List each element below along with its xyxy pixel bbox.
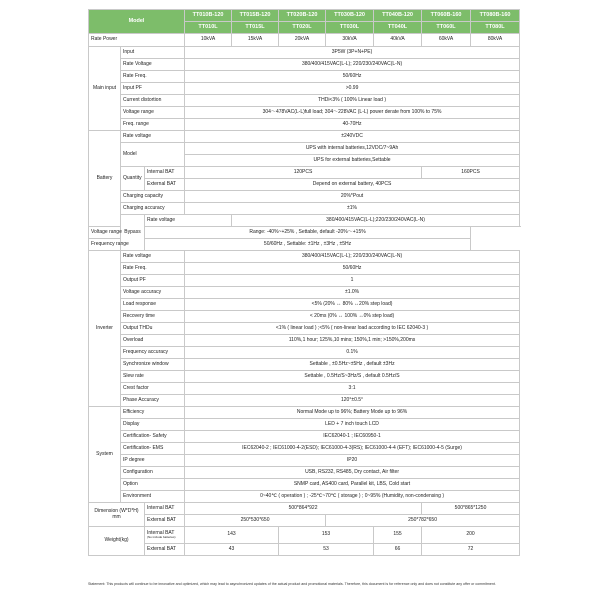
spec-sublabel bbox=[145, 527, 185, 544]
spec-value: Range: -40%~+25% , Settable, default -20%～+15% bbox=[145, 227, 471, 239]
spec-label: Model bbox=[121, 143, 185, 167]
group-battery: Battery bbox=[89, 131, 121, 227]
spec-value: 66 bbox=[374, 544, 422, 556]
spec-sublabel: Internal BAT bbox=[145, 503, 185, 515]
spec-row bbox=[89, 419, 520, 431]
model-name: TT030L bbox=[326, 22, 374, 34]
model-name: TT030B-120 bbox=[326, 10, 374, 22]
spec-row bbox=[89, 544, 520, 556]
header-row-top bbox=[89, 10, 520, 22]
spec-row bbox=[89, 143, 520, 155]
spec-row bbox=[89, 203, 520, 215]
spec-label: Rate voltage bbox=[121, 251, 185, 263]
spec-row bbox=[89, 287, 520, 299]
spec-value: 380/400/415VAC(L-L); 220/230/240VAC(L-N) bbox=[185, 251, 520, 263]
spec-row bbox=[89, 83, 520, 95]
spec-label: Certification- Safety bbox=[121, 431, 185, 443]
rate-power-row bbox=[89, 34, 520, 47]
model-name: TT040B-120 bbox=[374, 10, 422, 22]
spec-label: Option bbox=[121, 479, 185, 491]
spec-label: Rate Freq. bbox=[121, 263, 185, 275]
rate-power-value: 60kVA bbox=[422, 34, 471, 47]
spec-label: Phase Accuracy bbox=[121, 395, 185, 407]
group-main-input: Main input bbox=[89, 47, 121, 131]
spec-label: Output PF bbox=[121, 275, 185, 287]
spec-row bbox=[89, 311, 520, 323]
spec-label: Voltage accuracy bbox=[121, 287, 185, 299]
spec-sublabel: Internal BAT bbox=[145, 167, 185, 179]
spec-value: UPS for external batteries,Settable bbox=[185, 155, 520, 167]
spec-label: Voltage range bbox=[121, 107, 185, 119]
spec-sublabel: External BAT bbox=[145, 515, 185, 527]
spec-row bbox=[89, 191, 520, 203]
footer-statement: Statement: This products will continue to be innovative and optimized, which may lead to asynchronized updates of the actual product and promotional materials. Therefore, this document is for reference only and does not constitute any offer or commitment. bbox=[88, 582, 496, 586]
model-name: TT080L bbox=[471, 22, 520, 34]
spec-value: 500*865*1250 bbox=[422, 503, 520, 515]
spec-value: Settable , ±0.5Hz~±5Hz , default ±3Hz bbox=[185, 359, 520, 371]
spec-row bbox=[89, 323, 520, 335]
spec-label: Slew rate bbox=[121, 371, 185, 383]
spec-value: 43 bbox=[185, 544, 279, 556]
spec-label: Overload bbox=[121, 335, 185, 347]
spec-value: 50/60Hz , Settable: ±1Hz , ±3Hz , ±5Hz bbox=[145, 239, 471, 251]
spec-value: 40-70Hz bbox=[185, 119, 520, 131]
spec-row bbox=[89, 167, 520, 179]
spec-value: 250*530*650 bbox=[185, 515, 326, 527]
spec-row bbox=[89, 455, 520, 467]
spec-row bbox=[89, 71, 520, 83]
spec-value: <1% ( linear load ) ;<5% ( non-linear load according to IEC 62040-3 ) bbox=[185, 323, 520, 335]
spec-row bbox=[89, 59, 520, 71]
spec-sublabel: External BAT bbox=[145, 179, 185, 191]
spec-value: SNMP card, AS400 card, Parallel kit, LBS, Cold start bbox=[185, 479, 520, 491]
internal-bat-note: (No include batteries) bbox=[147, 535, 176, 539]
spec-label: Charging accuracy bbox=[121, 203, 185, 215]
spec-value: 120°±0.5° bbox=[185, 395, 520, 407]
spec-value: 3P5W (3P+N+PE) bbox=[185, 47, 520, 59]
group-bypass: Bypass bbox=[121, 215, 145, 251]
spec-value: 200 bbox=[422, 527, 520, 544]
spec-row bbox=[89, 299, 520, 311]
spec-label: Configuration bbox=[121, 467, 185, 479]
spec-value: UPS with internal batteries,12VDC/7~9Ah bbox=[185, 143, 520, 155]
spec-row bbox=[89, 95, 520, 107]
model-name: TT010B-120 bbox=[185, 10, 232, 22]
spec-label: Freq. range bbox=[121, 119, 185, 131]
spec-value: IEC62040-1 ; IEC60950-1 bbox=[185, 431, 520, 443]
spec-row bbox=[89, 251, 520, 263]
spec-label: Charging capacity bbox=[121, 191, 185, 203]
spec-value: IEC62040-2 ; IEC61000-4-2(ESD); IEC61000-4-3(RS); IEC61000-4-4 (EFT); IEC61000-4-5 (Surge) bbox=[185, 443, 520, 455]
spec-value: 500*864*922 bbox=[185, 503, 422, 515]
spec-value: ±240VDC bbox=[185, 131, 520, 143]
spec-row bbox=[89, 107, 520, 119]
model-name: TT020B-120 bbox=[279, 10, 326, 22]
spec-label: Frequency range bbox=[89, 239, 145, 251]
model-name: TT080B-160 bbox=[471, 10, 520, 22]
spec-value: 110%,1 hour; 125%,10 mins; 150%,1 min; >150%,200ms bbox=[185, 335, 520, 347]
spec-label: Rate voltage bbox=[121, 131, 185, 143]
spec-value: USB, RS232, RS485, Dry contact, Air filter bbox=[185, 467, 520, 479]
spec-label: Load response bbox=[121, 299, 185, 311]
spec-row bbox=[89, 431, 520, 443]
spec-row bbox=[89, 227, 520, 239]
model-name: TT010L bbox=[185, 22, 232, 34]
spec-row bbox=[89, 347, 520, 359]
spec-value: 50/60Hz bbox=[185, 263, 520, 275]
rate-power-value: 30kVA bbox=[326, 34, 374, 47]
spec-label: Crest factor bbox=[121, 383, 185, 395]
spec-value: 50/60Hz bbox=[185, 71, 520, 83]
spec-label: Synchronize window bbox=[121, 359, 185, 371]
spec-row bbox=[89, 479, 520, 491]
spec-table-container bbox=[88, 9, 519, 556]
spec-label: IP degree bbox=[121, 455, 185, 467]
spec-value: >0.99 bbox=[185, 83, 520, 95]
spec-row bbox=[89, 215, 520, 227]
spec-row bbox=[89, 383, 520, 395]
rate-power-value: 15kVA bbox=[232, 34, 279, 47]
spec-row bbox=[89, 263, 520, 275]
spec-label: Recovery time bbox=[121, 311, 185, 323]
spec-value: 250*782*650 bbox=[326, 515, 520, 527]
rate-power-value: 10kVA bbox=[185, 34, 232, 47]
spec-value: 155 bbox=[374, 527, 422, 544]
spec-value: IP20 bbox=[185, 455, 520, 467]
spec-value: 120PCS bbox=[185, 167, 422, 179]
spec-value: 380/400/415VAC(L-L);220/230/240VAC(L-N) bbox=[232, 215, 520, 227]
group-system: System bbox=[89, 407, 121, 503]
spec-value: Normal Mode up to 96%; Battery Mode up to 96% bbox=[185, 407, 520, 419]
rate-power-value: 20kVA bbox=[279, 34, 326, 47]
spec-label: Voltage range bbox=[89, 227, 145, 239]
rate-power-label: Rate Power bbox=[89, 34, 185, 47]
group-inverter: Inverter bbox=[89, 251, 121, 407]
model-name: TT060B-160 bbox=[422, 10, 471, 22]
spec-row bbox=[89, 359, 520, 371]
spec-row bbox=[89, 275, 520, 287]
spec-value: < 20ms (0% ↔ 100% ↔0% step load) bbox=[185, 311, 520, 323]
spec-label: Certification- EMS bbox=[121, 443, 185, 455]
spec-value: ±1% bbox=[185, 203, 520, 215]
spec-value: 153 bbox=[279, 527, 374, 544]
spec-row bbox=[89, 407, 520, 419]
spec-value: 0.1% bbox=[185, 347, 520, 359]
spec-row bbox=[89, 527, 520, 544]
rate-power-value: 40kVA bbox=[374, 34, 422, 47]
spec-value: 380/400/415VAC(L-L); 220/230/240VAC(L-N) bbox=[185, 59, 520, 71]
spec-value: 304～478VAC(L-L)full load; 304～228VAC (L-L) power derate from 100% to 75% bbox=[185, 107, 520, 119]
spec-value: 20%*Pout bbox=[185, 191, 520, 203]
spec-label: Rate Freq. bbox=[121, 71, 185, 83]
spec-value: ±1.0% bbox=[185, 287, 520, 299]
spec-sublabel: External BAT bbox=[145, 544, 185, 556]
group-dimension: Dimension (W*D*H) mm bbox=[89, 503, 145, 527]
spec-row bbox=[89, 131, 520, 143]
spec-label: Quantity bbox=[121, 167, 145, 191]
spec-label: Output THDu bbox=[121, 323, 185, 335]
spec-label: Rate voltage bbox=[145, 215, 232, 227]
spec-value: 0~40℃ ( operation ) ; -25℃~70℃ ( storage ) ; 0~95% (Humidity, non-condensing ) bbox=[185, 491, 520, 503]
rate-power-value: 80kVA bbox=[471, 34, 520, 47]
spec-row bbox=[89, 47, 520, 59]
spec-value: 160PCS bbox=[422, 167, 520, 179]
model-name: TT060L bbox=[422, 22, 471, 34]
spec-value: THDi<3% ( 100% Linear load ) bbox=[185, 95, 520, 107]
group-weight: Weight(kg) bbox=[89, 527, 145, 556]
spec-label: Frequency accuracy bbox=[121, 347, 185, 359]
spec-value: 72 bbox=[422, 544, 520, 556]
spec-value: <5% (20% ↔ 80% ↔20% step load) bbox=[185, 299, 520, 311]
spec-value: 3:1 bbox=[185, 383, 520, 395]
spec-label: Input PF bbox=[121, 83, 185, 95]
internal-bat-label: Internal BAT bbox=[147, 529, 175, 536]
spec-table bbox=[88, 9, 520, 556]
spec-row bbox=[89, 491, 520, 503]
spec-value: LED + 7 inch touch LCD bbox=[185, 419, 520, 431]
spec-row bbox=[89, 239, 520, 251]
spec-row bbox=[89, 395, 520, 407]
model-name: TT015L bbox=[232, 22, 279, 34]
spec-label: Input bbox=[121, 47, 185, 59]
spec-label: Environment bbox=[121, 491, 185, 503]
spec-row bbox=[89, 467, 520, 479]
spec-row bbox=[89, 443, 520, 455]
spec-label: Rate Voltage bbox=[121, 59, 185, 71]
model-name: TT040L bbox=[374, 22, 422, 34]
spec-row bbox=[89, 503, 520, 515]
spec-row bbox=[89, 335, 520, 347]
spec-value: Settable , 0.5Hz/S~3Hz/S , default 0.5Hz/S bbox=[185, 371, 520, 383]
spec-label: Display bbox=[121, 419, 185, 431]
model-header: Model bbox=[89, 10, 185, 34]
model-name: TT015B-120 bbox=[232, 10, 279, 22]
spec-value: Depend on external battery, 40PCS bbox=[185, 179, 520, 191]
spec-label: Efficiency bbox=[121, 407, 185, 419]
spec-row bbox=[89, 371, 520, 383]
spec-row bbox=[89, 119, 520, 131]
spec-row bbox=[89, 179, 520, 191]
spec-label: Current distortion bbox=[121, 95, 185, 107]
spec-value: 1 bbox=[185, 275, 520, 287]
spec-value: 53 bbox=[279, 544, 374, 556]
spec-value: 143 bbox=[185, 527, 279, 544]
model-name: TT020L bbox=[279, 22, 326, 34]
spec-row bbox=[89, 515, 520, 527]
